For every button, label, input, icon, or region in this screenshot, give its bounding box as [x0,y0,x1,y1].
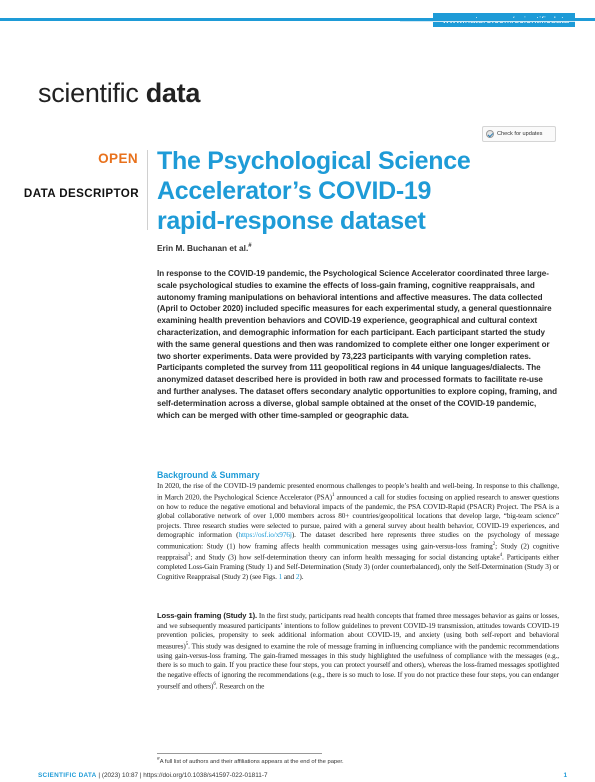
header-subrule [400,21,575,22]
journal-logo [38,78,200,109]
subsection-lead: Loss-gain framing (Study 1). [157,611,258,620]
citation-ref[interactable]: 2 [492,541,496,547]
figure-1-link[interactable]: 1 [278,571,283,581]
check-for-updates-button[interactable] [482,126,556,142]
check-updates-label: Check for updates [497,131,543,137]
title-divider [147,150,148,230]
body-paragraph-1: In 2020, the rise of the COVID-19 pandemic presented enormous challenges to people’s health and well-being. In response to this challenge, in March 2020, the Psychological Science Accelerator (PSA)$^1$ announced a call for studies focusing on applied research to answer questions on how to reduce the negative emotional and behavioral impacts of the pandemic, the PSA COVID-Rapid (PSACR) Project. The PSA is a global collaborative network of over 1,000 members across 80+ countries/geopolitical locations that develop large, “big-team science” projects. Three research studies were selected to pursue, paired with a general survey about health behavior, COVID-19 experiences, and demographic information (https://osf.io/x976j). The dataset described here represents three studies on the psychology of message communication: Study (1) how framing affects health communication messages using gain-versus-loss framing$^2$; Study (2) cognitive reappraisal$^3$; and Study (3) how self-determination theory can inform health messaging for social distancing uptake$^4$. Participants either completed Loss-Gain Framing (Study 1) and Self-Determination (Study 3) (order counterbalanced), only the Self-Determination (Study 3) or Cognitive Reappraisal (Study 2) (see Figs. 1 and 2). [157,481,559,581]
page-number: 1 [563,772,567,779]
open-access-label: OPEN [98,151,138,166]
logo-light-text: scientific [38,78,139,108]
article-title: The Psychological Science Accelerator’s COVID-19 rapid-response dataset [157,147,471,235]
citation-ref[interactable]: 3 [187,553,191,558]
logo-bold-text: data [145,78,201,108]
body-paragraph-2: Loss-gain framing (Study 1). In the first study, participants read health concepts that framed three messages behavior as gains or losses, and we subsequently measured participants’ intentions to follow guidelines to prevent COVID-19 transmission, attitudes towards COVID-19 prevention policies, propensity to seek additional information about COVID-19, and anxiety (using both self-report and behavioral measures)$^5$. This study was designed to examine the role of message framing in influencing compliance with the pandemic recommendations using gain-versus-loss framing. The gain-framed messages in this study highlighted the usefulness of compliance with the messages (e.g., there is so much to gain. If you practice these four steps, you can protect yourself and others), whereas the loss-framed messages spotlighted the negative effects of ignoring the recommendations (e.g., there is so much to lose. If you do not practice these four steps, you can endanger yourself and others)$^6$. Research on the [157,611,559,690]
footer-journal: SCIENTIFIC DATA [38,772,97,779]
footer-citation: (2023) 10:87 [101,772,139,779]
citation-ref[interactable]: 1 [331,492,335,498]
section-heading: Background & Summary [157,470,260,480]
page-footer: SCIENTIFIC DATA | (2023) 10:87 | https://doi.org/10.1038/s41597-022-01811-7 [38,772,268,779]
check-updates-icon [486,130,494,138]
citation-ref[interactable]: 4 [499,553,503,558]
authors-text[interactable]: Erin M. Buchanan et al. [157,243,249,253]
footer-doi-link[interactable]: https://doi.org/10.1038/s41597-022-01811-7 [143,772,268,779]
figure-2-link[interactable]: 2 [295,571,300,581]
osf-link[interactable]: https://osf.io/x976j [238,530,292,540]
author-line[interactable] [157,243,252,253]
footnote-rule [157,753,322,754]
citation-ref[interactable]: 6 [213,681,216,687]
citation-ref[interactable]: 5 [185,641,189,647]
abstract: In response to the COVID-19 pandemic, the Psychological Science Accelerator coordinated three large-scale psychological studies to examine the effects of loss-gain framing, cognitive reappraisals, and autonomy framing manipulations on behavioral intentions and affective measures. The data collected (April to October 2020) included specific measures for each experimental study, a general questionnaire examining health prevention behaviors and COVID-19 experience, geographical and cultural context characterization, and demographic information for each participant. Each participant started the study with the same general questions and then was randomized to complete either one longer experiment or two shorter experiments. Data were provided by 73,223 participants with varying completion rates. Participants completed the survey from 111 geopolitical regions in 44 unique languages/dialects. The anonymized dataset described here is provided in both raw and processed formats to facilitate re-use and further analyses. The dataset offers secondary analytic opportunities to explore coping, framing, and self-determination across a diverse, global sample obtained at the onset of the COVID-19 pandemic, which can be merged with other time-sampled or geographic data. [157,269,557,420]
authors-mark: # [248,243,252,250]
footnote: #A full list of authors and their affiliations appears at the end of the paper. [157,757,344,765]
article-type-label: DATA DESCRIPTOR [23,187,139,200]
